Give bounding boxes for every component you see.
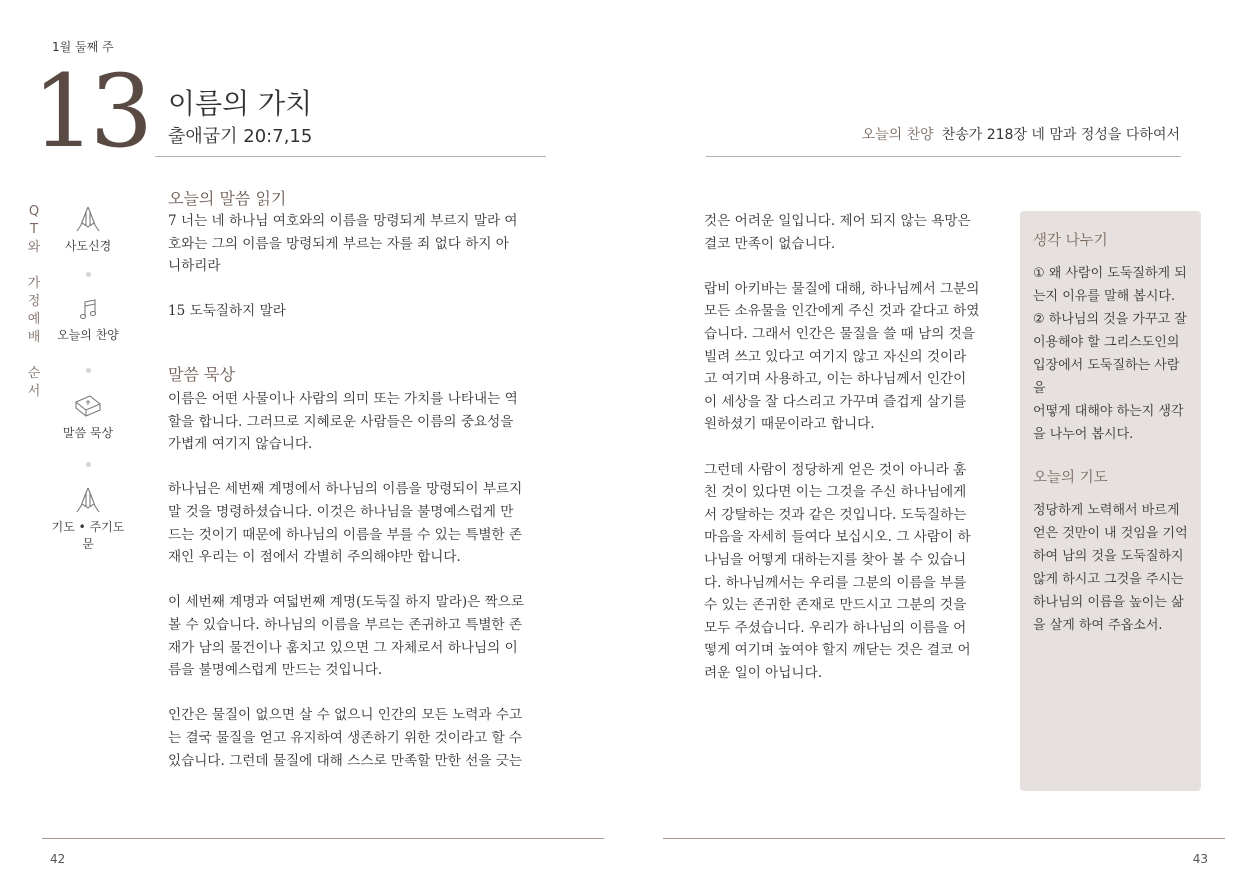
vertical-label-char: 와 — [27, 240, 41, 255]
text-line: 빌려 쓰고 있다고 여기지 않고 자신의 것이라 — [704, 348, 967, 365]
music-note-icon — [73, 298, 103, 322]
week-label: 1월 둘째 주 — [52, 40, 114, 54]
vertical-label-char: 가 — [27, 276, 41, 291]
praying-hands-icon — [73, 486, 103, 514]
vertical-label-char — [25, 347, 43, 365]
text-line: 을 살게 하여 주옵소서. — [1033, 618, 1163, 633]
page-title: 이름의 가치 — [168, 87, 313, 120]
text-line: 모두 주셨습니다. 우리가 하나님의 이름을 어 — [704, 619, 967, 636]
reading-heading: 오늘의 말씀 읽기 — [168, 189, 287, 208]
share-text — [1033, 262, 1189, 446]
text-line: 가볍게 여기지 않습니다. — [168, 436, 313, 453]
text-line: 하나님은 세번째 계명에서 하나님의 이름을 망령되이 부르지 — [168, 481, 523, 498]
text-line: ② 하나님의 것을 가꾸고 잘 — [1033, 312, 1187, 327]
sidebar-item-meditation — [48, 392, 128, 441]
vertical-label-char — [25, 257, 43, 275]
text-line: 얻은 것만이 내 것임을 기억 — [1033, 526, 1188, 541]
text-line: 랍비 아키바는 물질에 대해, 하나님께서 그분의 — [704, 280, 980, 297]
text-line: 마음을 자세히 들여다 보십시오. 그 사람이 하 — [704, 529, 971, 546]
divider — [706, 156, 1181, 157]
sidebar-item-creed — [48, 205, 128, 254]
vertical-label-char: Q — [28, 204, 40, 219]
vertical-label-char: 정 — [27, 294, 41, 309]
text-line: 하나님의 이름을 높이는 삶 — [1033, 595, 1184, 610]
text-line: 을 나누어 봅시다. — [1033, 427, 1134, 442]
text-line: 이름은 어떤 사물이나 사람의 의미 또는 가치를 나타내는 역 — [168, 391, 518, 407]
separator-dot — [86, 462, 91, 467]
text-line: 그런데 사람이 정당하게 얻은 것이 아니라 훔 — [704, 461, 967, 478]
paragraph-gap — [168, 569, 548, 592]
paragraph-gap — [704, 255, 998, 278]
sidebar-item-hymn — [48, 298, 128, 343]
text-line: 7 너는 네 하나님 여호와의 이름을 망령되게 부르지 말라 여 — [168, 213, 518, 229]
meditation-text-right — [704, 210, 998, 684]
sidebar-item-label: 오늘의 찬양 — [57, 328, 119, 342]
text-line: 입장에서 도둑질하는 사람을 — [1033, 358, 1180, 396]
page-number-left: 42 — [50, 852, 66, 866]
text-line: 고 여기며 사용하고, 이는 하나님께서 인간이 — [704, 371, 967, 388]
text-line: 않게 하시고 그것을 주시는 — [1033, 572, 1184, 587]
meditation-text-left — [168, 388, 548, 772]
text-line: 재가 남의 물건이나 훔치고 있으면 그 자체로서 하나님의 이 — [168, 639, 518, 656]
text-line: 드는 것이기 때문에 하나님의 이름을 부를 수 있는 특별한 존 — [168, 526, 523, 543]
text-line: 결코 만족이 없습니다. — [704, 235, 836, 252]
text-line: 인간은 물질이 없으면 살 수 없으니 인간의 모든 노력과 수고 — [168, 707, 523, 724]
sidebar-item-prayer — [48, 486, 128, 552]
text-line: 호와는 그의 이름을 망령되게 부르는 자를 죄 없다 하지 아 — [168, 235, 509, 252]
day-number: 13 — [32, 53, 148, 170]
text-line: 어떻게 대해야 하는지 생각 — [1033, 404, 1184, 419]
hymn-label: 오늘의 찬양 — [861, 127, 934, 143]
text-line: 이 세번째 계명과 여덟번째 계명(도둑질 하지 말라)은 짝으로 — [168, 594, 525, 611]
meditation-heading: 말씀 묵상 — [168, 365, 235, 384]
text-line: 다. 하나님께서는 우리를 그분의 이름을 부를 — [704, 574, 967, 591]
vertical-section-label — [25, 203, 43, 401]
paragraph-gap — [168, 278, 548, 301]
text-line: 15 도둑질하지 말라 — [168, 303, 286, 320]
sidebar-item-label: 기도 • 주기도문 — [51, 520, 125, 551]
scripture-reference: 출애굽기 20:7,15 — [168, 126, 313, 147]
discussion-box — [1020, 211, 1201, 791]
prayer-text — [1033, 499, 1189, 637]
page-number-right: 43 — [1192, 852, 1208, 866]
text-line: 려운 일이 아닙니다. — [704, 664, 823, 681]
vertical-label-char: 배 — [27, 330, 41, 345]
text-line: 떻게 여기며 높여야 할지 깨닫는 것은 결코 어 — [704, 642, 971, 659]
vertical-label-char: 순 — [27, 366, 41, 381]
bible-icon — [72, 392, 104, 420]
text-line: 는 결국 물질을 얻고 유지하여 생존하기 위한 것이라고 할 수 — [168, 729, 523, 746]
text-line: 습니다. 그래서 인간은 물질을 쓸 때 남의 것을 — [704, 325, 975, 342]
paragraph-gap — [168, 456, 548, 479]
text-line: 친 것이 있다면 이는 그것을 주신 하나님에게 — [704, 484, 967, 501]
text-line: 이용해야 할 그리스도인의 — [1033, 335, 1180, 350]
share-heading: 생각 나누기 — [1033, 233, 1108, 249]
praying-hands-icon — [73, 205, 103, 233]
text-line: 수 있는 존귀한 존재로 만드시고 그분의 것을 — [704, 597, 967, 614]
text-line: ① 왜 사람이 도둑질하게 되 — [1033, 266, 1187, 281]
text-line: 서 강탈하는 것과 같은 것입니다. 도둑질하는 — [704, 506, 967, 523]
reading-verses — [168, 210, 548, 323]
separator-dot — [86, 368, 91, 373]
hymn-text: 찬송가 218장 네 맘과 정성을 다하여서 — [941, 127, 1180, 143]
sidebar-item-label: 말씀 묵상 — [62, 426, 114, 440]
text-line: 하여 남의 것을 도둑질하지 — [1033, 549, 1184, 564]
separator-dot — [86, 272, 91, 277]
text-line: 모든 소유물을 인간에게 주신 것과 같다고 하였 — [704, 303, 980, 320]
paragraph-gap — [704, 436, 998, 459]
text-line: 말 것을 명령하셨습니다. 이것은 하나님을 불명예스럽게 만 — [168, 503, 514, 520]
text-line: 이 세상을 잘 다스리고 가꾸며 즐겁게 살기를 — [704, 393, 967, 410]
footer-divider — [42, 838, 604, 839]
text-line: 니하리라 — [168, 258, 221, 275]
text-line: 할을 합니다. 그러므로 지혜로운 사람들은 이름의 중요성을 — [168, 413, 514, 430]
text-line: 나님을 어떻게 대하는지를 찾아 볼 수 있습니 — [704, 551, 967, 568]
text-line: 볼 수 있습니다. 하나님의 이름을 부르는 존귀하고 특별한 존 — [168, 616, 523, 633]
text-line: 정당하게 노력해서 바르게 — [1033, 503, 1180, 518]
vertical-label-char: T — [30, 222, 38, 237]
text-line: 는지 이유를 말해 봅시다. — [1033, 289, 1176, 304]
text-line: 름을 불명예스럽게 만드는 것입니다. — [168, 662, 383, 679]
divider — [155, 156, 546, 157]
sidebar-item-label: 사도신경 — [64, 239, 112, 253]
text-line: 것은 어려운 일입니다. 제어 되지 않는 욕망은 — [704, 213, 971, 229]
footer-divider — [663, 838, 1225, 839]
prayer-heading: 오늘의 기도 — [1033, 470, 1108, 486]
hymn-of-the-day — [862, 124, 1180, 144]
vertical-label-char: 서 — [27, 384, 41, 399]
text-line: 원하셨기 때문이라고 합니다. — [704, 416, 875, 433]
text-line: 있습니다. 그런데 물질에 대해 스스로 만족할 만한 선을 긋는 — [168, 752, 523, 769]
text-line: 재인 우리는 이 점에서 각별히 주의해야만 합니다. — [168, 549, 461, 566]
vertical-label-char: 예 — [27, 312, 41, 327]
paragraph-gap — [168, 682, 548, 705]
